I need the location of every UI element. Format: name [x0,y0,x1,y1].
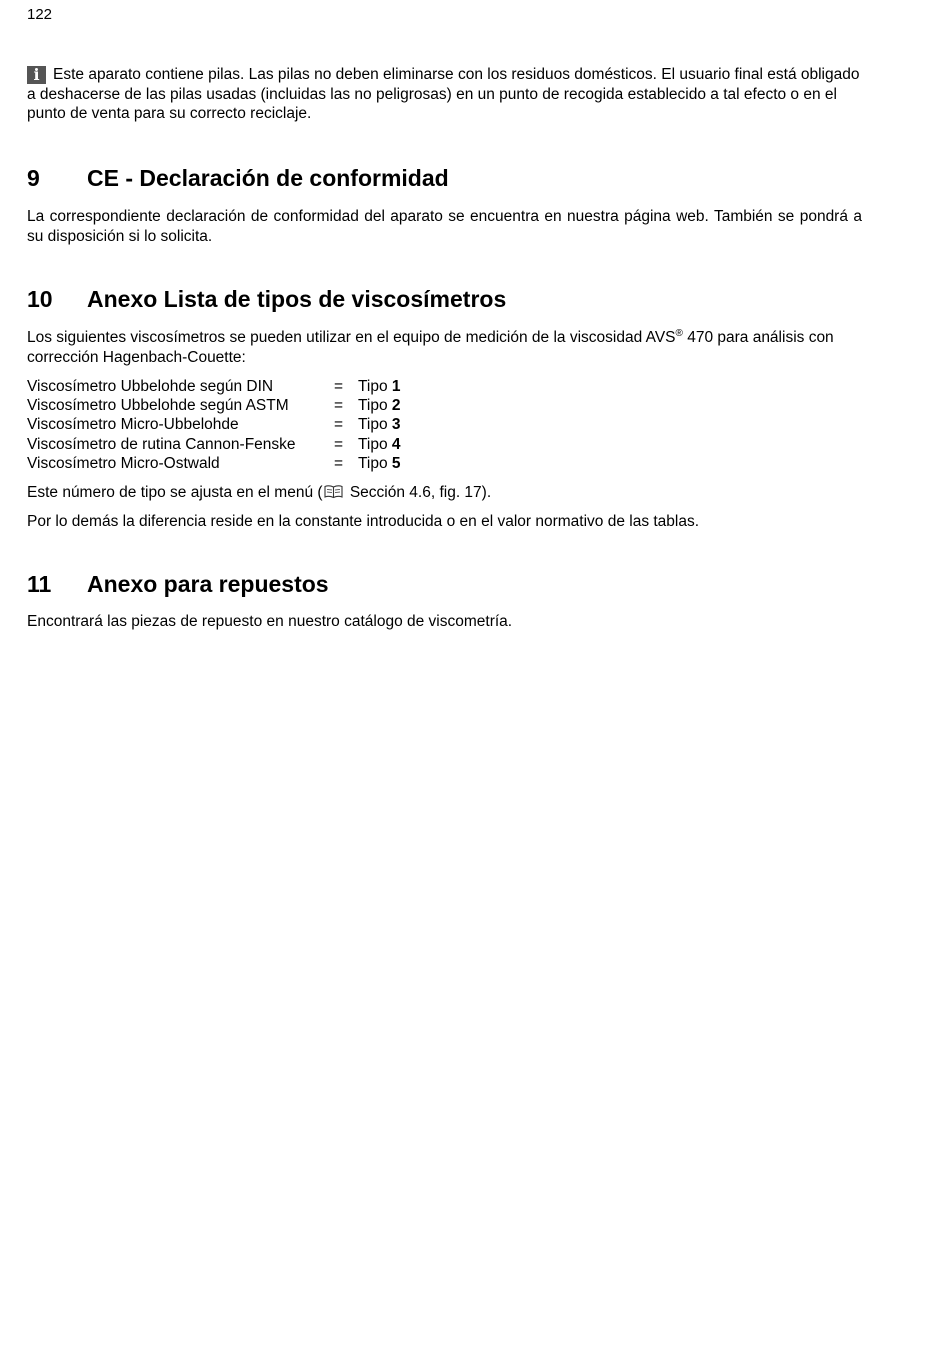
type-label: Tipo [358,435,392,453]
section-9-title: CE - Declaración de conformidad [87,165,449,191]
battery-note [27,65,862,124]
type-number: 4 [391,435,401,453]
section-10-intro-before: Los siguientes viscosímetros se pueden utilizar en el equipo de medición de la viscosidad AVS [27,329,676,346]
registered-mark: ® [675,327,683,339]
equals-sign: = [334,397,344,415]
section-11-body: Encontrará las piezas de repuesto en nuestro catálogo de viscometría. [27,613,513,630]
type-number: 1 [391,378,401,395]
type-label: Tipo [358,454,392,472]
info-icon: i [27,66,46,84]
equals-sign: = [334,416,344,434]
viscometer-name: Viscosímetro Ubbelohde según DIN [27,378,274,395]
section-11-title: Anexo para repuestos [87,571,329,597]
viscometer-name: Viscosímetro Micro-Ubbelohde [27,416,239,434]
viscometer-type [358,415,401,434]
viscometer-name: Viscosímetro Ubbelohde según ASTM [27,397,289,415]
type-label: Tipo [358,416,392,434]
equals-sign: = [334,378,344,395]
viscometer-type-row [27,435,401,454]
type-number: 3 [391,416,401,434]
viscometer-type-row [27,454,401,473]
section-11-heading [27,570,329,598]
section-10-heading [27,285,506,313]
battery-note-text: Este aparato contiene pilas. Las pilas no deben eliminarse con los residuos domésticos. El usuario final está obligado a deshacerse de las pilas usadas (incluidas las no peligrosas) en un punto de recogida establecido a tal efecto o en el punto de venta para su correcto reciclaje. [27,66,860,122]
section-11-number: 11 [27,571,52,597]
book-icon [324,484,343,505]
section-10-intro [27,328,862,367]
difference-note: Por lo demás la diferencia reside en la constante introducida o en el valor normativo de las tablas. [27,513,700,530]
equals-sign: = [334,435,344,453]
viscometer-type [358,435,401,454]
menu-note [27,483,862,505]
section-9-heading [27,164,449,192]
viscometer-type [358,454,401,473]
type-label: Tipo [358,397,392,415]
menu-note-after: Sección 4.6, fig. 17). [345,484,492,501]
equals-sign: = [334,454,344,472]
section-10-number: 10 [27,286,53,312]
type-number: 5 [391,454,401,472]
viscometer-type-row [27,415,401,434]
viscometer-type [358,377,401,396]
type-number: 2 [391,397,401,415]
viscometer-name: Viscosímetro de rutina Cannon-Fenske [27,435,296,453]
menu-note-before: Este número de tipo se ajusta en el menú ( [27,484,323,501]
section-10-intro-after: 470 para análisis con corrección Hagenbach-Couette: [27,329,834,366]
page-number: 122 [27,6,53,23]
section-9-body: La correspondiente declaración de conformidad del aparato se encuentra en nuestra página web. También se pondrá a su disposición si lo solicita. [27,208,862,245]
viscometer-name: Viscosímetro Micro-Ostwald [27,454,220,472]
section-9-number: 9 [27,165,40,191]
viscometer-type-row [27,396,401,415]
viscometer-type [358,396,401,415]
viscometer-type-row [27,377,401,396]
type-label: Tipo [358,378,392,395]
section-10-title: Anexo Lista de tipos de viscosímetros [87,286,507,312]
viscometer-type-list [27,377,401,473]
